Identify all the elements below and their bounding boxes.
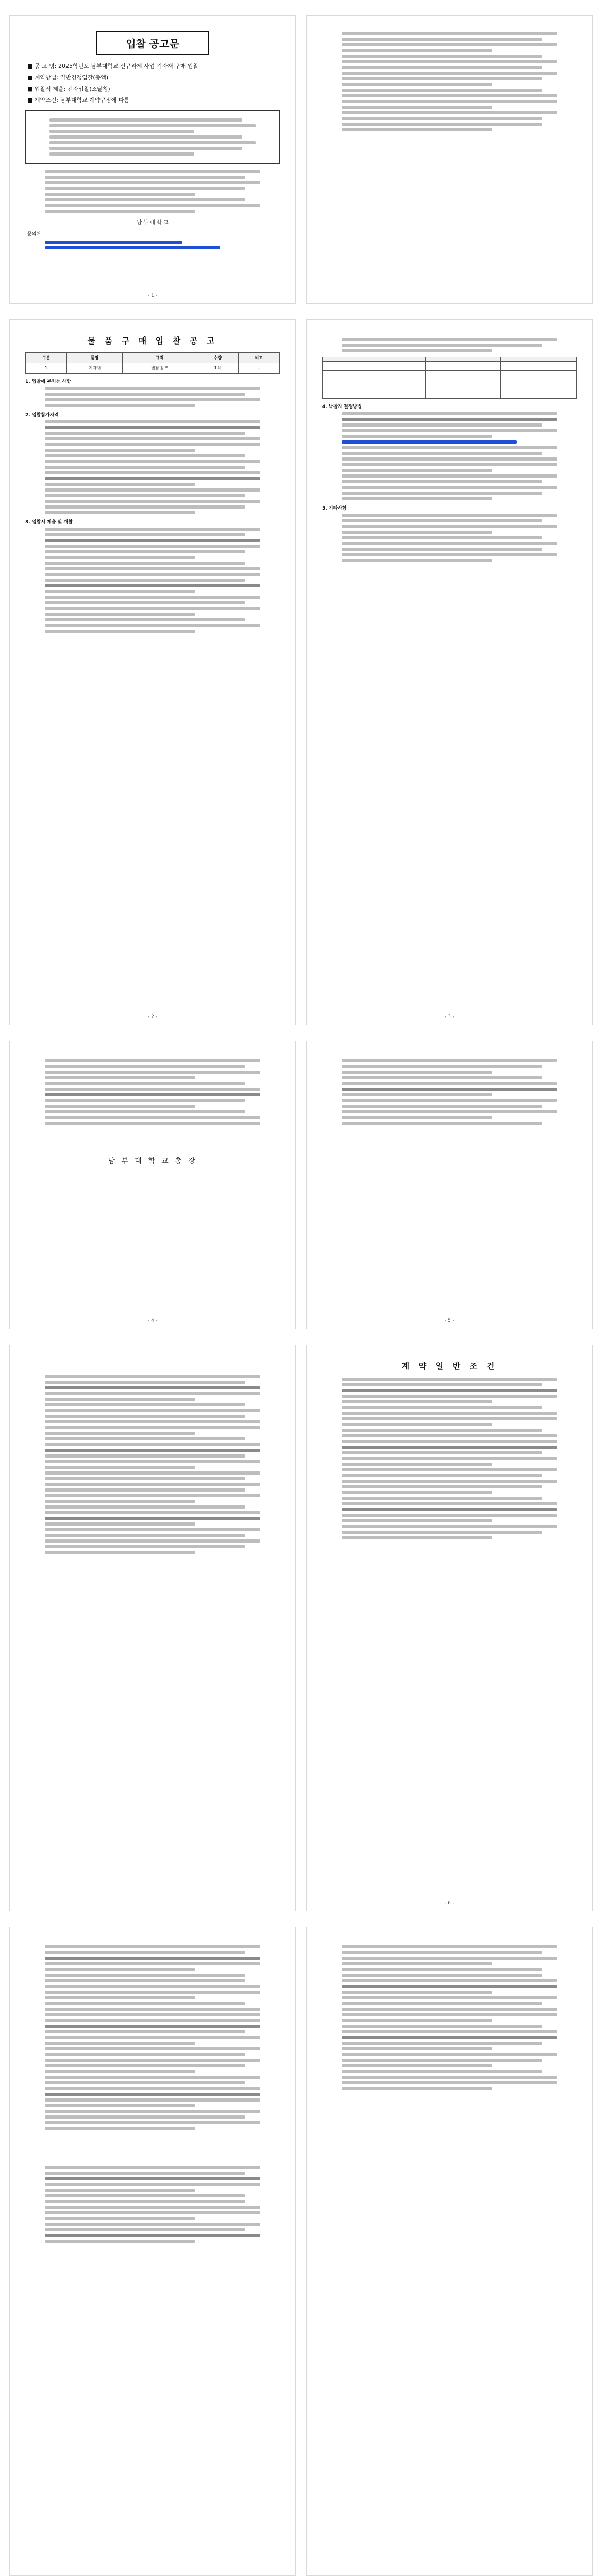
section-title — [10, 2150, 295, 2160]
doc-title: 물 품 구 매 입 찰 공 고 — [87, 336, 218, 346]
col-header: 품명 — [67, 353, 123, 363]
page-number: - 1 - — [10, 293, 295, 298]
doc-title: 계 약 일 반 조 건 — [401, 1361, 498, 1371]
page-number: - 3 - — [307, 1014, 592, 1020]
col-header: 규격 — [123, 353, 197, 363]
guide-page — [9, 1041, 296, 1329]
contract-page — [306, 1927, 593, 2576]
page-title: 입찰 공고문 — [96, 31, 209, 55]
schedule-table — [322, 357, 577, 399]
notice-item: ■ 계약방법: 일반경쟁입찰(총액) — [27, 73, 278, 81]
section-heading: 5. 기타사항 — [322, 506, 347, 511]
col-header: 구분 — [26, 353, 67, 363]
notice-item: ■ 입찰서 제출: 전자입찰(조달청) — [27, 84, 278, 93]
contract-page — [9, 1345, 296, 1911]
contact-label: 문의처 — [27, 232, 41, 237]
page-number: - 5 - — [307, 1318, 592, 1324]
contract-page — [306, 1345, 593, 1911]
guide-page — [306, 1041, 593, 1329]
doc-title — [10, 1360, 295, 1369]
notice-list — [27, 170, 278, 213]
guide-page — [306, 319, 593, 1025]
notice-item: ■ 계약조건: 남부대학교 계약규정에 따름 — [27, 96, 278, 104]
page-number: - 6 - — [307, 1901, 592, 1906]
notice-item: ■ 공 고 명: 2025학년도 남부대학교 신규과제 사업 기자재 구매 입찰 — [27, 62, 278, 70]
col-header: 비고 — [238, 353, 279, 363]
page-number: - 2 - — [10, 1014, 295, 1020]
sign: 남 부 대 학 교 — [137, 220, 169, 226]
contract-page — [9, 1927, 296, 2576]
table-row: 1 기자재 별첨 참조 1식 - — [26, 363, 280, 374]
page-number: - 4 - — [10, 1318, 295, 1324]
section-heading: 2. 입찰참가자격 — [25, 413, 59, 418]
section-heading: 4. 낙찰자 결정방법 — [322, 404, 362, 410]
item-table — [25, 352, 280, 374]
sign: 남 부 대 학 교 총 장 — [108, 1157, 197, 1165]
guide-page — [9, 319, 296, 1025]
section-heading: 1. 입찰에 부치는 사항 — [25, 379, 71, 384]
contact — [27, 231, 278, 249]
notice-continued-page — [306, 15, 593, 304]
notice-page — [9, 15, 296, 304]
section-heading: 3. 입찰서 제출 및 개찰 — [25, 520, 73, 525]
notice-box — [25, 110, 280, 164]
col-header: 수량 — [197, 353, 238, 363]
